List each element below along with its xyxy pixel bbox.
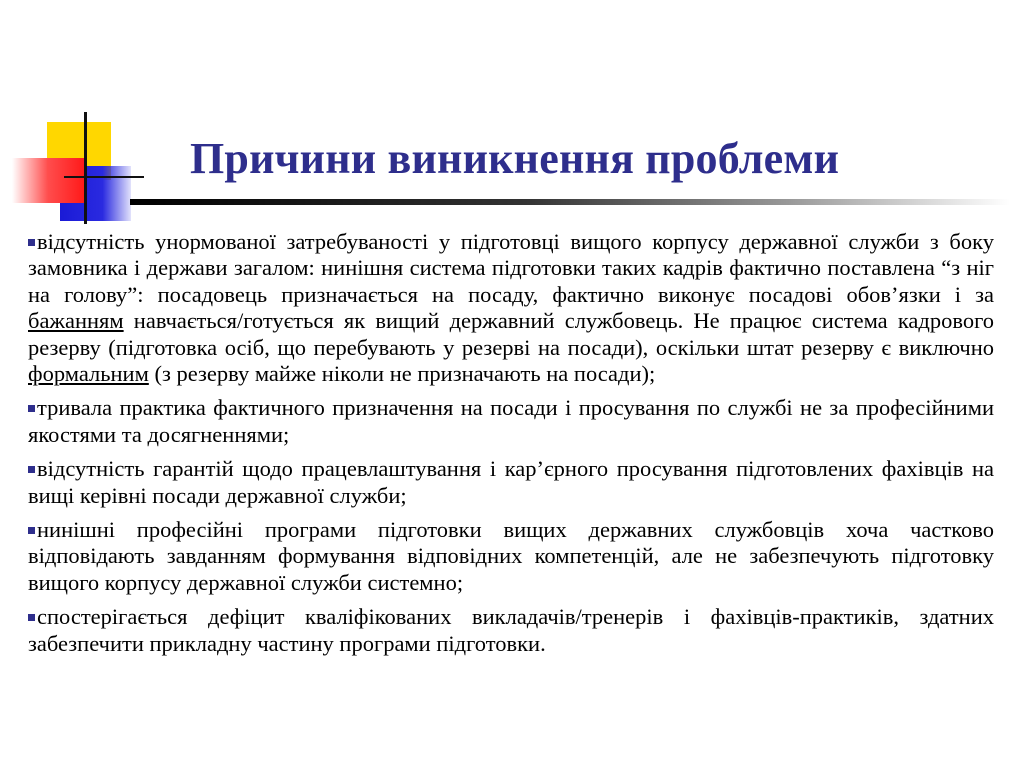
square-bullet-icon — [28, 239, 35, 246]
item-text: нинішні професійні програми підготовки вищих державних службовців хоча частково відповідають завданням формування відповідних компетенцій, але не забезпечують підготовку вищого корпусу державної служби системно; — [28, 517, 994, 595]
slide-title: Причини виникнення проблеми — [190, 134, 840, 183]
square-bullet-icon — [28, 405, 35, 412]
logo-red-square — [12, 158, 84, 203]
list-item — [28, 517, 994, 596]
list-item — [28, 456, 994, 509]
item-text: тривала практика фактичного призначення на посади і просування по службі не за професійними якостями та досягненнями; — [28, 395, 994, 447]
item-text-before: відсутність унормованої затребуваності у підготовці вищого корпусу державної служби з боку замовника і держави загалом: нинішня система підготовки таких кадрів фактично поставлена “з ніг на голову”: посадовець призначається на посаду, фактично виконує посадові обов’язки і за — [28, 229, 994, 307]
logo-horizontal-line — [64, 176, 144, 178]
bullet-list — [28, 229, 994, 665]
square-bullet-icon — [28, 527, 35, 534]
title-divider — [130, 199, 1010, 205]
list-item — [28, 395, 994, 448]
square-bullet-icon — [28, 466, 35, 473]
item-text-middle: навчається/готується як вищий державний службовець. Не працює система кадрового резерву (підготовка осіб, що перебувають у резерві на посади), оскільки штат резерву є виключно — [28, 308, 994, 360]
square-bullet-icon — [28, 614, 35, 621]
list-item — [28, 604, 994, 657]
item-text: спостерігається дефіцит кваліфікованих викладачів/тренерів і фахівців-практиків, здатних забезпечити прикладну частину програми підготовки. — [28, 604, 994, 656]
logo-vertical-line — [84, 112, 87, 224]
underlined-word: формальним — [28, 361, 149, 387]
item-text-after: (з резерву майже ніколи не призначають на посади); — [148, 361, 656, 387]
item-text: відсутність гарантій щодо працевлаштування і кар’єрного просування підготовлених фахівців на вищі керівні посади державної служби; — [28, 456, 994, 508]
list-item — [28, 229, 994, 387]
underlined-word: бажанням — [28, 308, 124, 334]
